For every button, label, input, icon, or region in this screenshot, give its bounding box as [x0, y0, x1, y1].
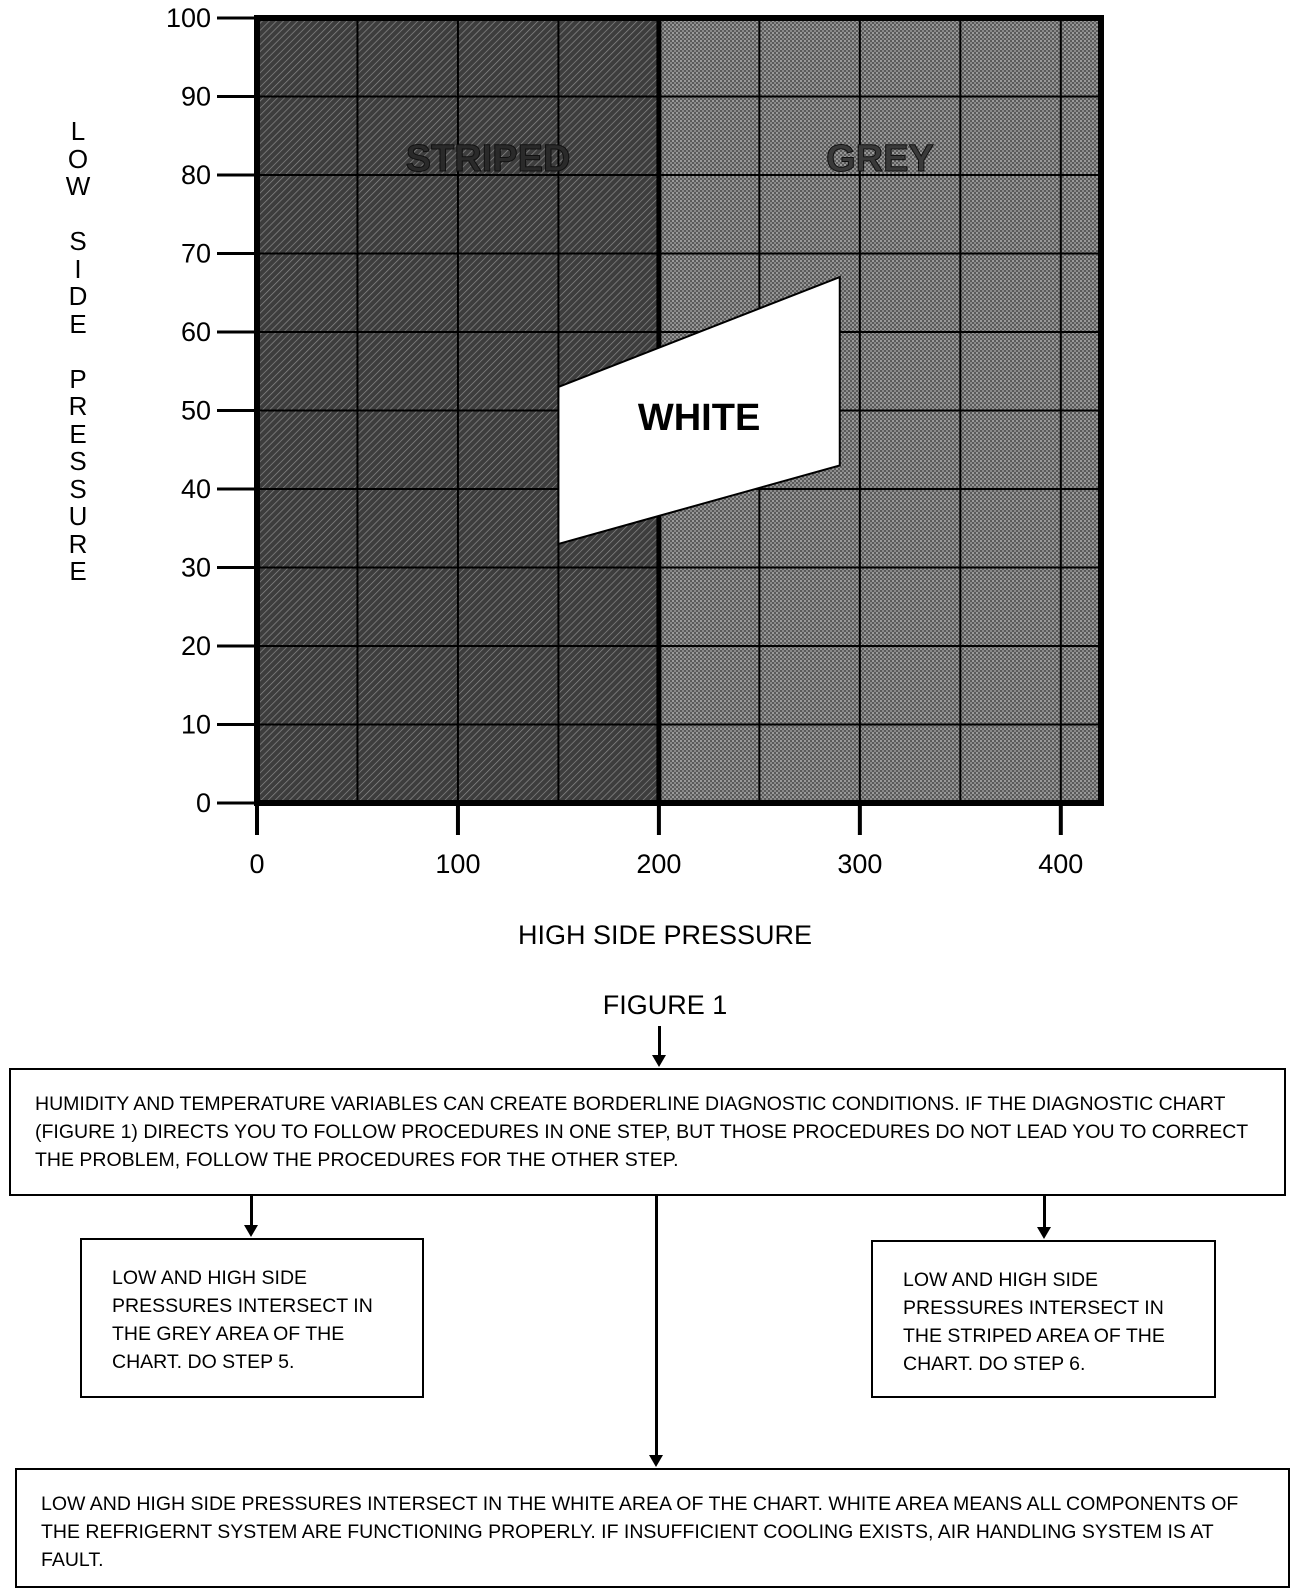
white-area-result-box [15, 1468, 1290, 1588]
white-area-result-text: LOW AND HIGH SIDE PRESSURES INTERSECT IN THE WHITE AREA OF THE CHART. WHITE AREA MEANS ALL COMPONENTS OF THE REFRIGERNT SYSTEM ARE FUNCTIONING PROPERLY. IF INSUFFICIENT COOLING EXISTS, AIR HANDLING SYSTEM IS AT FAULT. [41, 1493, 1239, 1571]
y-tick-label: 80 [180, 160, 211, 190]
y-tick-label: 90 [180, 81, 211, 112]
connector-line-note-to-grey [250, 1196, 253, 1226]
y-tick-label: 100 [165, 3, 211, 33]
x-tick-label: 400 [1038, 849, 1084, 879]
y-tick-label: 70 [180, 238, 211, 269]
connector-line-note-to-white [655, 1196, 658, 1456]
main-note-text: HUMIDITY AND TEMPERATURE VARIABLES CAN CREATE BORDERLINE DIAGNOSTIC CONDITIONS. IF THE DIAGNOSTIC CHART (FIGURE 1) DIRECTS YOU TO FOLLOW PROCEDURES IN ONE STEP, BUT THOSE PROCEDURES DO NOT LEAD YOU TO CORRECT THE PROBLEM, FOLLOW THE PROCEDURES FOR THE OTHER STEP. [35, 1093, 1248, 1171]
arrow-down-icon [1037, 1227, 1051, 1239]
x-tick-label: 300 [837, 849, 883, 879]
x-tick-label: 0 [249, 849, 265, 879]
grey-area-step-box [80, 1238, 424, 1398]
connector-line-note-to-striped [1043, 1196, 1046, 1228]
y-tick-label: 20 [180, 631, 211, 661]
striped-area-step-box [871, 1240, 1216, 1398]
y-tick-label: 30 [180, 552, 211, 583]
x-axis-label: HIGH SIDE PRESSURE [517, 920, 813, 950]
arrow-down-icon [652, 1055, 666, 1067]
arrow-down-icon [649, 1455, 663, 1467]
y-axis-label: L O W S I D E P R E S S U R E [65, 116, 91, 586]
x-tick-label: 100 [435, 849, 481, 879]
grey-area-step-text: LOW AND HIGH SIDE PRESSURES INTERSECT IN THE GREY AREA OF THE CHART. DO STEP 5. [112, 1267, 373, 1373]
y-tick-label: 40 [180, 474, 211, 504]
y-tick-label: 60 [180, 317, 211, 347]
y-tick-label: 50 [180, 395, 211, 426]
y-tick-label: 10 [180, 709, 211, 740]
white-region-label: WHITE [637, 397, 761, 440]
arrow-down-icon [244, 1225, 258, 1237]
connector-line-title-to-note [658, 1026, 661, 1056]
striped-region-label: STRIPED [405, 138, 571, 181]
figure-title: FIGURE 1 [602, 990, 728, 1020]
grey-region-label: GREY [826, 138, 934, 181]
x-tick-label: 200 [636, 849, 682, 879]
main-note-box [9, 1068, 1286, 1196]
striped-area-step-text: LOW AND HIGH SIDE PRESSURES INTERSECT IN THE STRIPED AREA OF THE CHART. DO STEP 6. [903, 1269, 1165, 1375]
y-tick-label: 0 [195, 788, 211, 818]
